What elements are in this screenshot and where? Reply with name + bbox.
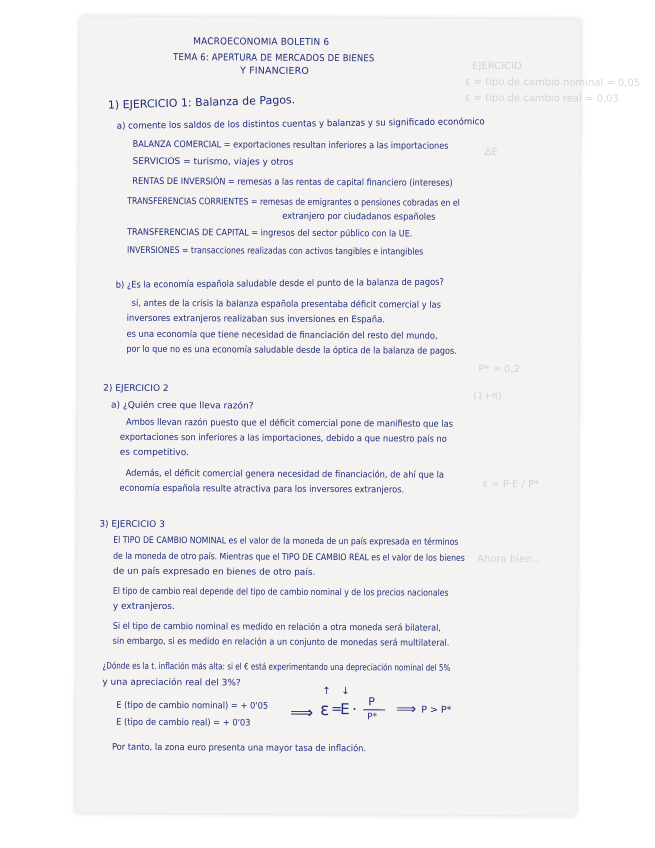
answer-line: sin embargo, si es medido en relación a un conjunto de monedas será multilateral. [112,636,450,649]
exercise-heading: 1) EJERCICIO 1: Balanza de Pagos. [107,93,296,112]
answer-line: es competitivo. [119,447,189,459]
answer-line: extranjero por ciudadanos españoles [282,211,436,223]
answer-line: Si el tipo de cambio nominal es medido en relación a otra moneda será bilateral, [112,621,441,634]
answer-line: El TIPO DE CAMBIO NOMINAL es el valor de la moneda de un país expresada en términos [113,535,459,548]
ghost-text: P* = 0,2 [478,363,520,376]
answer-line: de la moneda de otro país. Mientras que el TIPO DE CAMBIO REAL es el valor de los bienes [113,551,465,564]
page-subtitle: Y FINANCIERO [240,65,309,77]
result-inequality: P > P* [421,704,452,716]
ghost-text: ε = P·E / P* [482,478,540,491]
equation-real: E (tipo de cambio real) = + 0'03 [116,717,251,729]
equation-nominal: E (tipo de cambio nominal) = + 0'05 [116,700,269,712]
answer-line: SERVICIOS = turismo, viajes y otros [132,156,294,168]
question: ¿Dónde es la t. inflación más alta: si el € está experimentando una depreciación nominal del 5% [102,661,451,674]
real-rate-symbol: ε [320,699,330,721]
arrow-down-icon: ↓ [341,686,350,698]
question: b) ¿Es la economía española saludable desde el punto de la balanza de pagos? [115,277,444,291]
multiply-dot: · [352,700,358,719]
ghost-text: ΔE [484,146,498,159]
ghost-text: (1+π) [473,390,502,403]
answer-line: BALANZA COMERCIAL = exportaciones resultan inferiores a las importaciones [132,139,449,152]
answer-line: RENTAS DE INVERSIÓN = remesas a las rentas de capital financiero (intereses) [132,176,453,189]
answer-line: por lo que no es una economía saludable desde la óptica de la balanza de pagos. [126,344,457,357]
ghost-text: ε = tipo de cambio real = 0,03 [464,92,619,105]
conclusion: Por tanto, la zona euro presenta una mayor tasa de inflación. [111,742,367,755]
ghost-text: ε = tipo de cambio nominal = 0,05 [465,76,641,89]
answer-line: INVERSIONES = transacciones realizadas con activos tangibles e intangibles [126,245,424,258]
exercise-heading: 3) EJERCICIO 3 [99,519,165,531]
answer-line: inversores extranjeros realizaban sus inversiones en España. [126,313,385,326]
question: a) ¿Quién cree que lleva razón? [111,400,254,412]
page-subtitle: TEMA 6: APERTURA DE MERCADOS DE BIENES [173,52,375,65]
implies-arrow: ⟹ [396,701,417,718]
ghost-text: Ahora bien... [477,553,542,566]
ghost-text: EJERCICIO [472,60,522,73]
implies-arrow: ⟹ [290,702,314,722]
price-foreign: P* [367,712,378,723]
answer-line: sí, antes de la crisis la balanza española presentaba déficit comercial y las [131,298,441,311]
notebook-page [76,16,641,815]
question: y una apreciación real del 3%? [102,677,241,689]
nominal-rate-symbol: E [340,700,350,719]
question: a) comente los saldos de los distintos cuentas y balanzas y su significado económico [116,117,485,132]
exercise-heading: 2) EJERCICIO 2 [103,383,169,395]
answer-line: Ambos llevan razón puesto que el déficit comercial pone de manifiesto que las [125,417,454,430]
answer-line: es una economía que tiene necesidad de financiación del resto del mundo, [126,329,438,342]
answer-line: economía española resulte atractiva para los inversores extranjeros. [119,483,405,496]
answer-line: de un país expresado en bienes de otro país. [113,566,316,578]
price-domestic: P [368,695,375,709]
answer-line: El tipo de cambio real depende del tipo de cambio nominal y de los precios nacionales [112,586,449,599]
answer-line: y extranjeros. [112,601,175,613]
answer-line: TRANSFERENCIAS CORRIENTES = remesas de emigrantes o pensiones cobradas en el [127,196,460,209]
arrow-up-icon: ↑ [322,685,331,698]
page-title: MACROECONOMIA BOLETIN 6 [193,36,330,49]
answer-line: Además, el déficit comercial genera necesidad de financiación, de ahí que la [125,468,445,481]
fraction-bar [363,709,385,710]
answer-line: TRANSFERENCIAS DE CAPITAL = ingresos del sector público con la UE. [127,227,413,240]
equals-sign: = [331,702,343,718]
answer-line: exportaciones son inferiores a las importaciones, debido a que nuestro país no [119,432,447,445]
